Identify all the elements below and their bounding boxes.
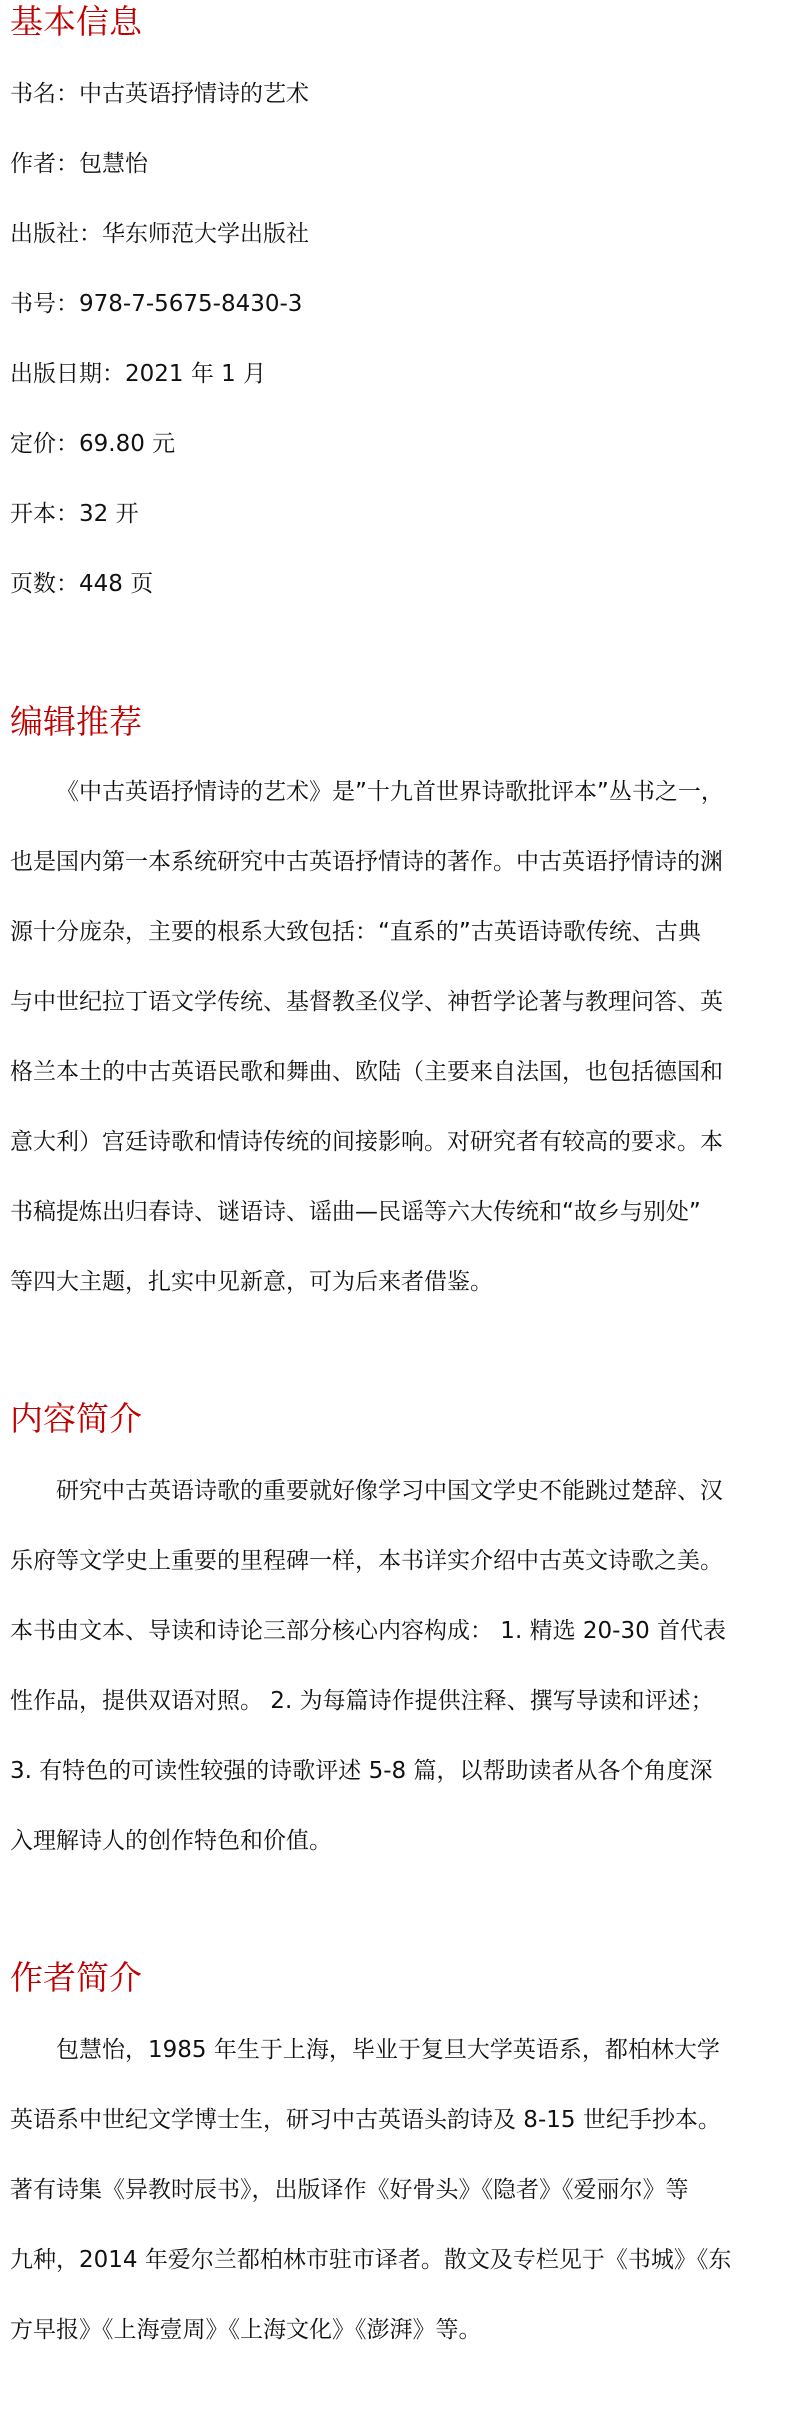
summary-line: 3. 有特色的可读性较强的诗歌评述 5-8 篇，以帮助读者从各个角度深 bbox=[10, 1758, 713, 1784]
author-bio-line: 包慧怡，1985 年生于上海，毕业于复旦大学英语系，都柏林大学 bbox=[56, 2037, 720, 2063]
recommendation-line: 源十分庞杂，主要的根系大致包括：“直系的”古英语诗歌传统、古典 bbox=[10, 919, 701, 945]
summary-line: 性作品，提供双语对照。 2. 为每篇诗作提供注释、撰写导读和评述； bbox=[10, 1688, 714, 1714]
info-publish-date: 出版日期：2021 年 1 月 bbox=[10, 361, 267, 387]
author-bio-line: 方早报》《上海壹周》《上海文化》《澎湃》等。 bbox=[10, 2317, 482, 2343]
recommendation-line: 也是国内第一本系统研究中古英语抒情诗的著作。中古英语抒情诗的渊 bbox=[10, 849, 723, 875]
summary-line: 研究中古英语诗歌的重要就好像学习中国文学史不能跳过楚辞、汉 bbox=[56, 1478, 723, 1504]
recommendation-line: 书稿提炼出归春诗、谜语诗、谣曲—民谣等六大传统和“故乡与别处” bbox=[10, 1199, 701, 1225]
recommendation-line: 与中世纪拉丁语文学传统、基督教圣仪学、神哲学论著与教理问答、英 bbox=[10, 989, 723, 1015]
info-author: 作者：包慧怡 bbox=[10, 151, 148, 177]
editor-recommendation-heading: 编辑推荐 bbox=[10, 702, 142, 741]
info-isbn: 书号：978-7-5675-8430-3 bbox=[10, 291, 303, 317]
info-price: 定价：69.80 元 bbox=[10, 431, 176, 457]
recommendation-line: 等四大主题，扎实中见新意，可为后来者借鉴。 bbox=[10, 1269, 493, 1295]
summary-line: 入理解诗人的创作特色和价值。 bbox=[10, 1828, 332, 1854]
author-bio-line: 英语系中世纪文学博士生，研习中古英语头韵诗及 8-15 世纪手抄本。 bbox=[10, 2107, 721, 2133]
recommendation-line: 意大利）宫廷诗歌和情诗传统的间接影响。对研究者有较高的要求。本 bbox=[10, 1129, 723, 1155]
author-bio-line: 著有诗集《异教时辰书》，出版译作《好骨头》《隐者》《爱丽尔》等 bbox=[10, 2177, 689, 2203]
info-pages: 页数：448 页 bbox=[10, 571, 154, 597]
author-bio-heading: 作者简介 bbox=[10, 1958, 142, 1997]
info-book-title: 书名：中古英语抒情诗的艺术 bbox=[10, 81, 309, 107]
info-format: 开本：32 开 bbox=[10, 501, 139, 527]
info-publisher: 出版社：华东师范大学出版社 bbox=[10, 221, 309, 247]
author-bio-line: 九种，2014 年爱尔兰都柏林市驻市译者。散文及专栏见于《书城》《东 bbox=[10, 2247, 732, 2273]
recommendation-line: 格兰本土的中古英语民歌和舞曲、欧陆（主要来自法国，也包括德国和 bbox=[10, 1059, 723, 1085]
summary-line: 乐府等文学史上重要的里程碑一样，本书详实介绍中古英文诗歌之美。 bbox=[10, 1548, 723, 1574]
summary-line: 本书由文本、导读和诗论三部分核心内容构成： 1. 精选 20-30 首代表 bbox=[10, 1618, 727, 1644]
content-summary-heading: 内容简介 bbox=[10, 1399, 142, 1438]
basic-info-heading: 基本信息 bbox=[10, 2, 142, 41]
recommendation-line: 《中古英语抒情诗的艺术》是”十九首世界诗歌批评本”丛书之一， bbox=[56, 779, 724, 805]
